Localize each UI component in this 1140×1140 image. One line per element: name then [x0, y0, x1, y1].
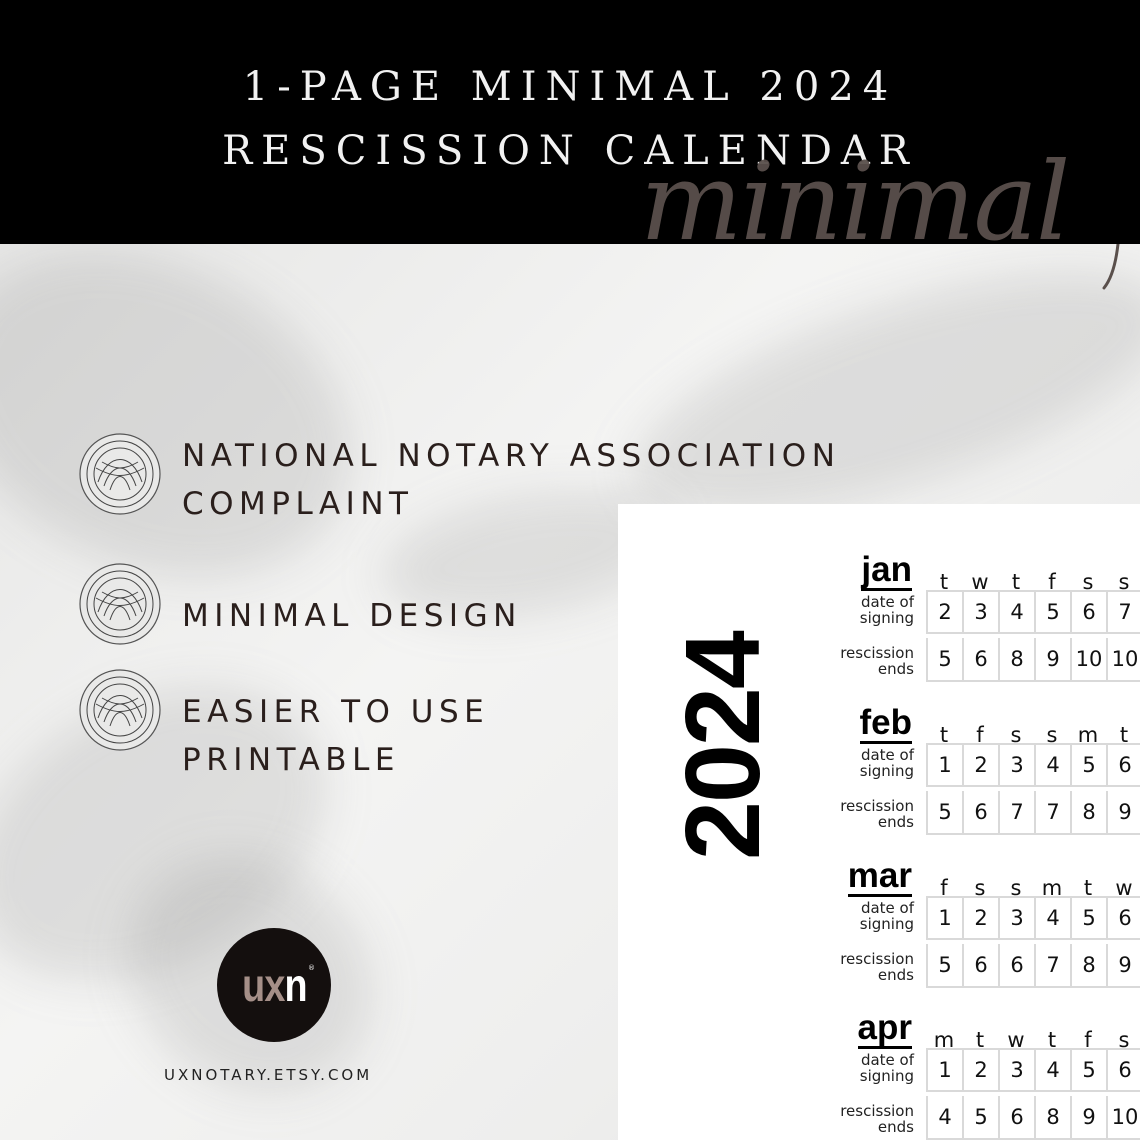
- uxn-logo: [217, 928, 331, 1042]
- date-cell: 5: [1070, 896, 1106, 940]
- date-cell: 2: [962, 1048, 998, 1092]
- weekday: s: [1118, 1028, 1130, 1052]
- feature-text-line: NATIONAL NOTARY ASSOCIATION: [182, 438, 841, 474]
- row-label-signing: date of signing: [859, 593, 914, 627]
- weekday: t: [975, 1028, 985, 1052]
- feature-text-line: EASIER TO USE: [182, 694, 490, 730]
- date-cell: 8: [1070, 944, 1106, 988]
- weekday: s: [1118, 570, 1130, 594]
- fingerprint-swirl-icon: [78, 432, 162, 516]
- month-name: mar: [847, 856, 912, 895]
- date-cell: 6: [1106, 896, 1140, 940]
- logo-prefix: ux: [241, 959, 285, 1011]
- weekday: w: [1007, 1028, 1025, 1052]
- date-cell: 10: [1070, 638, 1106, 682]
- script-tail-decoration: [1000, 244, 1130, 294]
- title-line-2: RESCISSION CALENDAR: [222, 128, 918, 174]
- signing-row: [926, 590, 1140, 634]
- weekday: s: [1010, 723, 1022, 747]
- feature-item: [78, 668, 489, 784]
- row-label-rescission: rescission ends: [840, 950, 914, 984]
- date-cell: 1: [926, 1048, 962, 1092]
- header-banner: [0, 0, 1140, 244]
- calendar-sheet: [618, 504, 1140, 1140]
- row-label-signing: date of signing: [859, 1051, 914, 1085]
- month-name: jan: [861, 550, 912, 589]
- row-label-rescission: rescission ends: [840, 797, 914, 831]
- date-cell: 7: [1106, 590, 1140, 634]
- weekday: s: [1046, 723, 1058, 747]
- date-cell: 5: [926, 944, 962, 988]
- weekday: s: [1010, 876, 1022, 900]
- month-name: feb: [859, 703, 912, 742]
- registered-mark: ®: [308, 964, 315, 972]
- date-cell: 5: [926, 638, 962, 682]
- rescission-row: [926, 638, 1140, 682]
- month-block-jan: [618, 552, 1140, 692]
- date-cell: 4: [998, 590, 1034, 634]
- feature-text-line: MINIMAL DESIGN: [182, 598, 522, 634]
- date-cell: 3: [962, 590, 998, 634]
- date-cell: 6: [998, 944, 1034, 988]
- date-cell: 6: [1106, 743, 1140, 787]
- weekday: s: [1082, 570, 1094, 594]
- rescission-row: [926, 944, 1140, 988]
- signing-row: [926, 1048, 1140, 1092]
- date-cell: 2: [926, 590, 962, 634]
- date-cell: 3: [998, 896, 1034, 940]
- weekday: w: [971, 570, 989, 594]
- date-cell: 10: [1106, 638, 1140, 682]
- feature-text-line: COMPLAINT: [182, 486, 414, 522]
- row-label-rescission: rescission ends: [840, 644, 914, 678]
- calendar-year: 2024: [664, 632, 782, 860]
- weekday: t: [939, 723, 949, 747]
- date-cell: 9: [1106, 944, 1140, 988]
- weekday: t: [1119, 723, 1129, 747]
- date-cell: 5: [962, 1096, 998, 1140]
- weekday: f: [1084, 1028, 1092, 1052]
- date-cell: 4: [926, 1096, 962, 1140]
- fingerprint-swirl-icon: [78, 668, 162, 752]
- date-cell: 7: [998, 791, 1034, 835]
- date-cell: 3: [998, 1048, 1034, 1092]
- date-cell: 4: [1034, 1048, 1070, 1092]
- date-cell: 2: [962, 743, 998, 787]
- fingerprint-swirl-icon: [78, 562, 162, 646]
- weekday: t: [1047, 1028, 1057, 1052]
- rescission-row: [926, 1096, 1140, 1140]
- weekday: t: [1011, 570, 1021, 594]
- date-cell: 6: [1070, 590, 1106, 634]
- signing-row: [926, 896, 1140, 940]
- row-label-rescission: rescission ends: [840, 1102, 914, 1136]
- date-cell: 8: [1034, 1096, 1070, 1140]
- weekday: m: [933, 1028, 955, 1052]
- weekday: t: [1083, 876, 1093, 900]
- title-line-1: 1-PAGE MINIMAL 2024: [242, 64, 898, 110]
- script-word: minimal: [640, 140, 1069, 244]
- weekday: w: [1115, 876, 1133, 900]
- date-cell: 5: [1034, 590, 1070, 634]
- date-cell: 4: [1034, 896, 1070, 940]
- logo-suffix: n: [284, 959, 307, 1011]
- date-cell: 5: [926, 791, 962, 835]
- month-block-apr: [618, 1010, 1140, 1140]
- weekday: f: [1048, 570, 1056, 594]
- signing-row: [926, 743, 1140, 787]
- weekday: s: [974, 876, 986, 900]
- date-cell: 10: [1106, 1096, 1140, 1140]
- weekday: f: [940, 876, 948, 900]
- date-cell: 9: [1070, 1096, 1106, 1140]
- month-block-mar: [618, 858, 1140, 998]
- date-cell: 7: [1034, 944, 1070, 988]
- date-cell: 7: [1034, 791, 1070, 835]
- weekday: f: [976, 723, 984, 747]
- date-cell: 9: [1034, 638, 1070, 682]
- feature-item: [78, 562, 522, 646]
- date-cell: 8: [998, 638, 1034, 682]
- row-label-signing: date of signing: [859, 746, 914, 780]
- feature-text-line: PRINTABLE: [182, 742, 400, 778]
- weekday: t: [939, 570, 949, 594]
- date-cell: 6: [1106, 1048, 1140, 1092]
- date-cell: 3: [998, 743, 1034, 787]
- month-name: apr: [857, 1008, 912, 1047]
- row-label-signing: date of signing: [859, 899, 914, 933]
- date-cell: 6: [998, 1096, 1034, 1140]
- date-cell: 6: [962, 791, 998, 835]
- rescission-row: [926, 791, 1140, 835]
- date-cell: 1: [926, 896, 962, 940]
- date-cell: 1: [926, 743, 962, 787]
- month-block-feb: [618, 705, 1140, 845]
- date-cell: 5: [1070, 743, 1106, 787]
- date-cell: 6: [962, 638, 998, 682]
- date-cell: 6: [962, 944, 998, 988]
- date-cell: 4: [1034, 743, 1070, 787]
- weekday: m: [1041, 876, 1063, 900]
- date-cell: 2: [962, 896, 998, 940]
- shop-url[interactable]: UXNOTARY.ETSY.COM: [164, 1066, 373, 1084]
- weekday: m: [1077, 723, 1099, 747]
- date-cell: 5: [1070, 1048, 1106, 1092]
- date-cell: 8: [1070, 791, 1106, 835]
- date-cell: 9: [1106, 791, 1140, 835]
